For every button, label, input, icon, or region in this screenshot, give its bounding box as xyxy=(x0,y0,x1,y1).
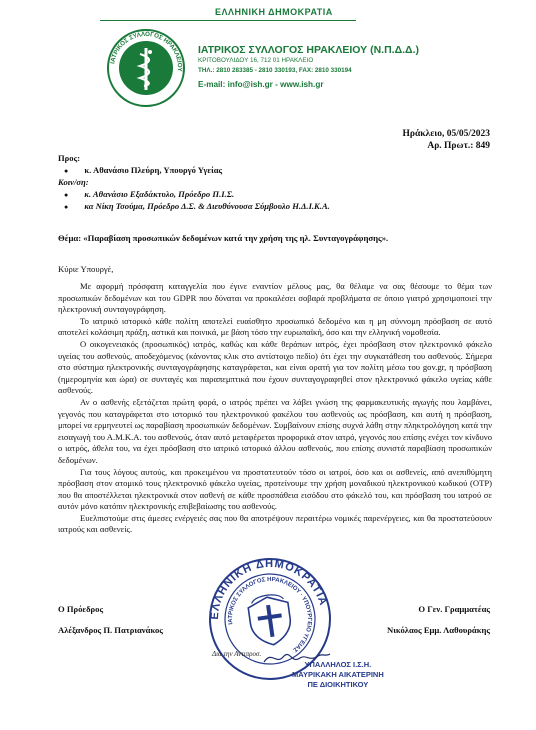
to-label: Προς: xyxy=(58,153,81,163)
body-paragraph: Για τους λόγους αυτούς, και προκειμένου να προστατευτούν τόσο οι ιατροί, όσο και οι ασθενείς, από ανεπιθύμητη πρόσβαση στον ατομικό τους ηλεκτρονικό φάκελο υγείας, προτείνουμε την χρήση μοναδικού ηλεκτρονικού κωδικού (OTP) που θα αποστέλλεται ηλεκτρονικά στον ασθενή σε κάθε προσπάθεια εισόδου στο φάκελό του, και πρόσβαση του ιατρού σε αυτόν μόνο κατόπιν ηλεκτρονικής επιβεβαίωσης του ασθενούς. xyxy=(58,466,492,512)
website-link[interactable]: www.ish.gr xyxy=(280,80,324,89)
header-rule xyxy=(100,20,356,21)
web-separator: - xyxy=(272,80,281,89)
cc-item: ● κα Νίκη Τσούμα, Πρόεδρο Δ.Σ. & Διευθύνουσα Σύμβουλο Η.Δ.Ι.Κ.Α. xyxy=(64,201,330,211)
body-paragraph: Ευελπιστούμε στις άμεσες ενέργειές σας που θα αποτρέψουν περαιτέρω νομικές παρενέργειες, και θα προστατεύσουν ιατρούς και ασθενείς. xyxy=(58,512,492,535)
date-block xyxy=(403,128,491,152)
organization-name: ΙΑΤΡΙΚΟΣ ΣΥΛΛΟΓΟΣ ΗΡΑΚΛΕΙΟΥ (Ν.Π.Δ.Δ.) xyxy=(198,44,420,56)
svg-text:ΙΑΤΡΙΚΟΣ ΣΥΛΛΟΓΟΣ ΗΡΑΚΛΕΙΟΥ: ΙΑΤΡΙΚΟΣ ΣΥΛΛΟΓΟΣ ΗΡΑΚΛΕΙΟΥ xyxy=(109,30,184,72)
cc-item: ● κ. Αθανάσιο Εξαδάκτυλο, Πρόεδρο Π.Ι.Σ. xyxy=(64,189,235,199)
president-name: Αλέξανδρος Π. Πατριανάκος xyxy=(58,625,163,635)
body-paragraph: Αν ο ασθενής εξετάζεται πρώτη φορά, ο ιατρός πρέπει να λάβει γνώση της φαρμακευτικής αγωγής που λαμβάνει, γεγονός που καταγράφεται στο ιστορικό του ηλεκτρονικού φακέλου του ασθενούς ως πρόσβαση, και αυτή η πρόσβαση, μπορεί να ερμηνευτεί ως παραβίαση προσωπικών δεδομένων. Συμβαίνουν επίσης συχνά λάθη στην πληκτρολόγηση κατά την εισαγωγή του Α.Μ.Κ.Α. του ασθενούς, όταν αυτό μεταφέρεται προφορικά στον ιατρό, γεγονός που επίσης ενέχει τον κίνδυνο ο ιατρός, άθελα του, να έχει πρόσβαση στο ιατρικό ιστορικό άλλου ασθενούς, που επίσης συνιστά παραβίαση προσωπικών δεδομένων. xyxy=(58,396,492,465)
association-logo-icon xyxy=(106,28,186,108)
contact-line xyxy=(198,80,324,89)
salutation: Κύριε Υπουργέ, xyxy=(58,264,114,274)
body-paragraph: Το ιατρικό ιστορικό κάθε πολίτη αποτελεί ευαίσθητο προσωπικό δεδομένο και η μη σύννομη πρόσβαση σε αυτό αποτελεί κολάσιμη πράξη, αστικά και ποινικά, με βάση τόσο την ευρωπαϊκή, όσο και την ελληνική νομοθεσία. xyxy=(58,315,492,338)
president-title: Ο Πρόεδρος xyxy=(58,604,104,614)
bullet-icon: ● xyxy=(64,191,69,199)
organization-address: ΚΡΙΤΟΒΟΥΛΙΔΟΥ 16, 712 01 ΗΡΑΚΛΕΙΟ xyxy=(198,57,314,64)
protocol-number: Αρ. Πρωτ.: 849 xyxy=(427,141,490,151)
bullet-icon: ● xyxy=(64,203,69,211)
country-header: ΕΛΛΗΝΙΚΗ ΔΗΜΟΚΡΑΤΙΑ xyxy=(215,7,333,17)
secretary-title: Ο Γεν. Γραμματέας xyxy=(418,604,490,614)
secretary-name: Νικόλαος Εμμ. Λαθουράκης xyxy=(387,625,490,635)
cc-label: Κοιν/ση: xyxy=(58,177,89,187)
body-paragraph: Με αφορμή πρόσφατη καταγγελία που έγινε εναντίον μέλους μας, θα θέλαμε να σας θέσουμε το θέμα των προσωπικών δεδομένων και του GDPR που δύναται να προκαλέσει σοβαρά προβλήματα σε όποιο γιατρό χρησιμοποιεί την ηλεκτρονική συνταγογράφηση. xyxy=(58,281,492,315)
for-order-text: Δια την Αντιπροσ. xyxy=(212,650,262,658)
employee-stamp: ΥΠΑΛΛΗΛΟΣ Ι.Σ.Η. ΜΑΥΡΙΚΑΚΗ ΑΙΚΑΤΕΡΙΝΗ ΠΕ ΔΙΟΙΚΗΤΙΚΟΥ xyxy=(292,660,384,689)
email-label: E-mail: xyxy=(198,80,228,89)
letter-body xyxy=(58,281,492,536)
svg-text:ΕΛΛΗΝΙΚΗ ΔΗΜΟΚΡΑΤΙΑ: ΕΛΛΗΝΙΚΗ ΔΗΜΟΚΡΑΤΙΑ xyxy=(208,557,330,620)
email-link[interactable]: info@ish.gr xyxy=(227,80,273,89)
bullet-icon: ● xyxy=(64,167,69,175)
subject-line: Θέμα: «Παραβίαση προσωπικών δεδομένων κατά την χρήση της ηλ. Συνταγογράφησης». xyxy=(58,233,389,243)
to-item: ● κ. Αθανάσιο Πλεύρη, Υπουργό Υγείας xyxy=(64,165,223,175)
svg-text:ΙΑΤΡΙΚΟΣ ΣΥΛΛΟΓΟΣ ΗΡΑΚΛΕΙΟΥ ·: ΙΑΤΡΙΚΟΣ ΣΥΛΛΟΓΟΣ ΗΡΑΚΛΕΙΟΥ · ΥΠΟΥΡΓΕΙΟ ΥΓΕΙΑΣ xyxy=(227,576,313,653)
organization-phones: ΤΗΛ.: 2810 283385 - 2810 330193, FAX: 2810 330194 xyxy=(198,67,352,74)
body-paragraph: Ο οικογενειακός (προσωπικός) ιατρός, καθώς και κάθε θεράπων ιατρός, έχει πρόσβαση στον ηλεκτρονικό φάκελο υγείας του ασθενούς, αποδεχόμενος (κάνοντας κλικ στο αντίστοιχο πεδίο) ότι έχει την συγκατάθεση του ασθενούς. Σήμερα στο σύστημα ηλεκτρονικής συνταγογράφησης καταγράφεται, και είναι ορατή για τον πολίτη μέσω του gov.gr, η πρόσβαση (ημερομηνία και ώρα) σε συνταγές και παραπεμπτικά που έχουν συνταγογραφηθεί στον ηλεκτρονικό φάκελο υγείας κάθε ασθενούς. xyxy=(58,338,492,396)
place-date: Ηράκλειο, 05/05/2023 xyxy=(402,129,490,139)
